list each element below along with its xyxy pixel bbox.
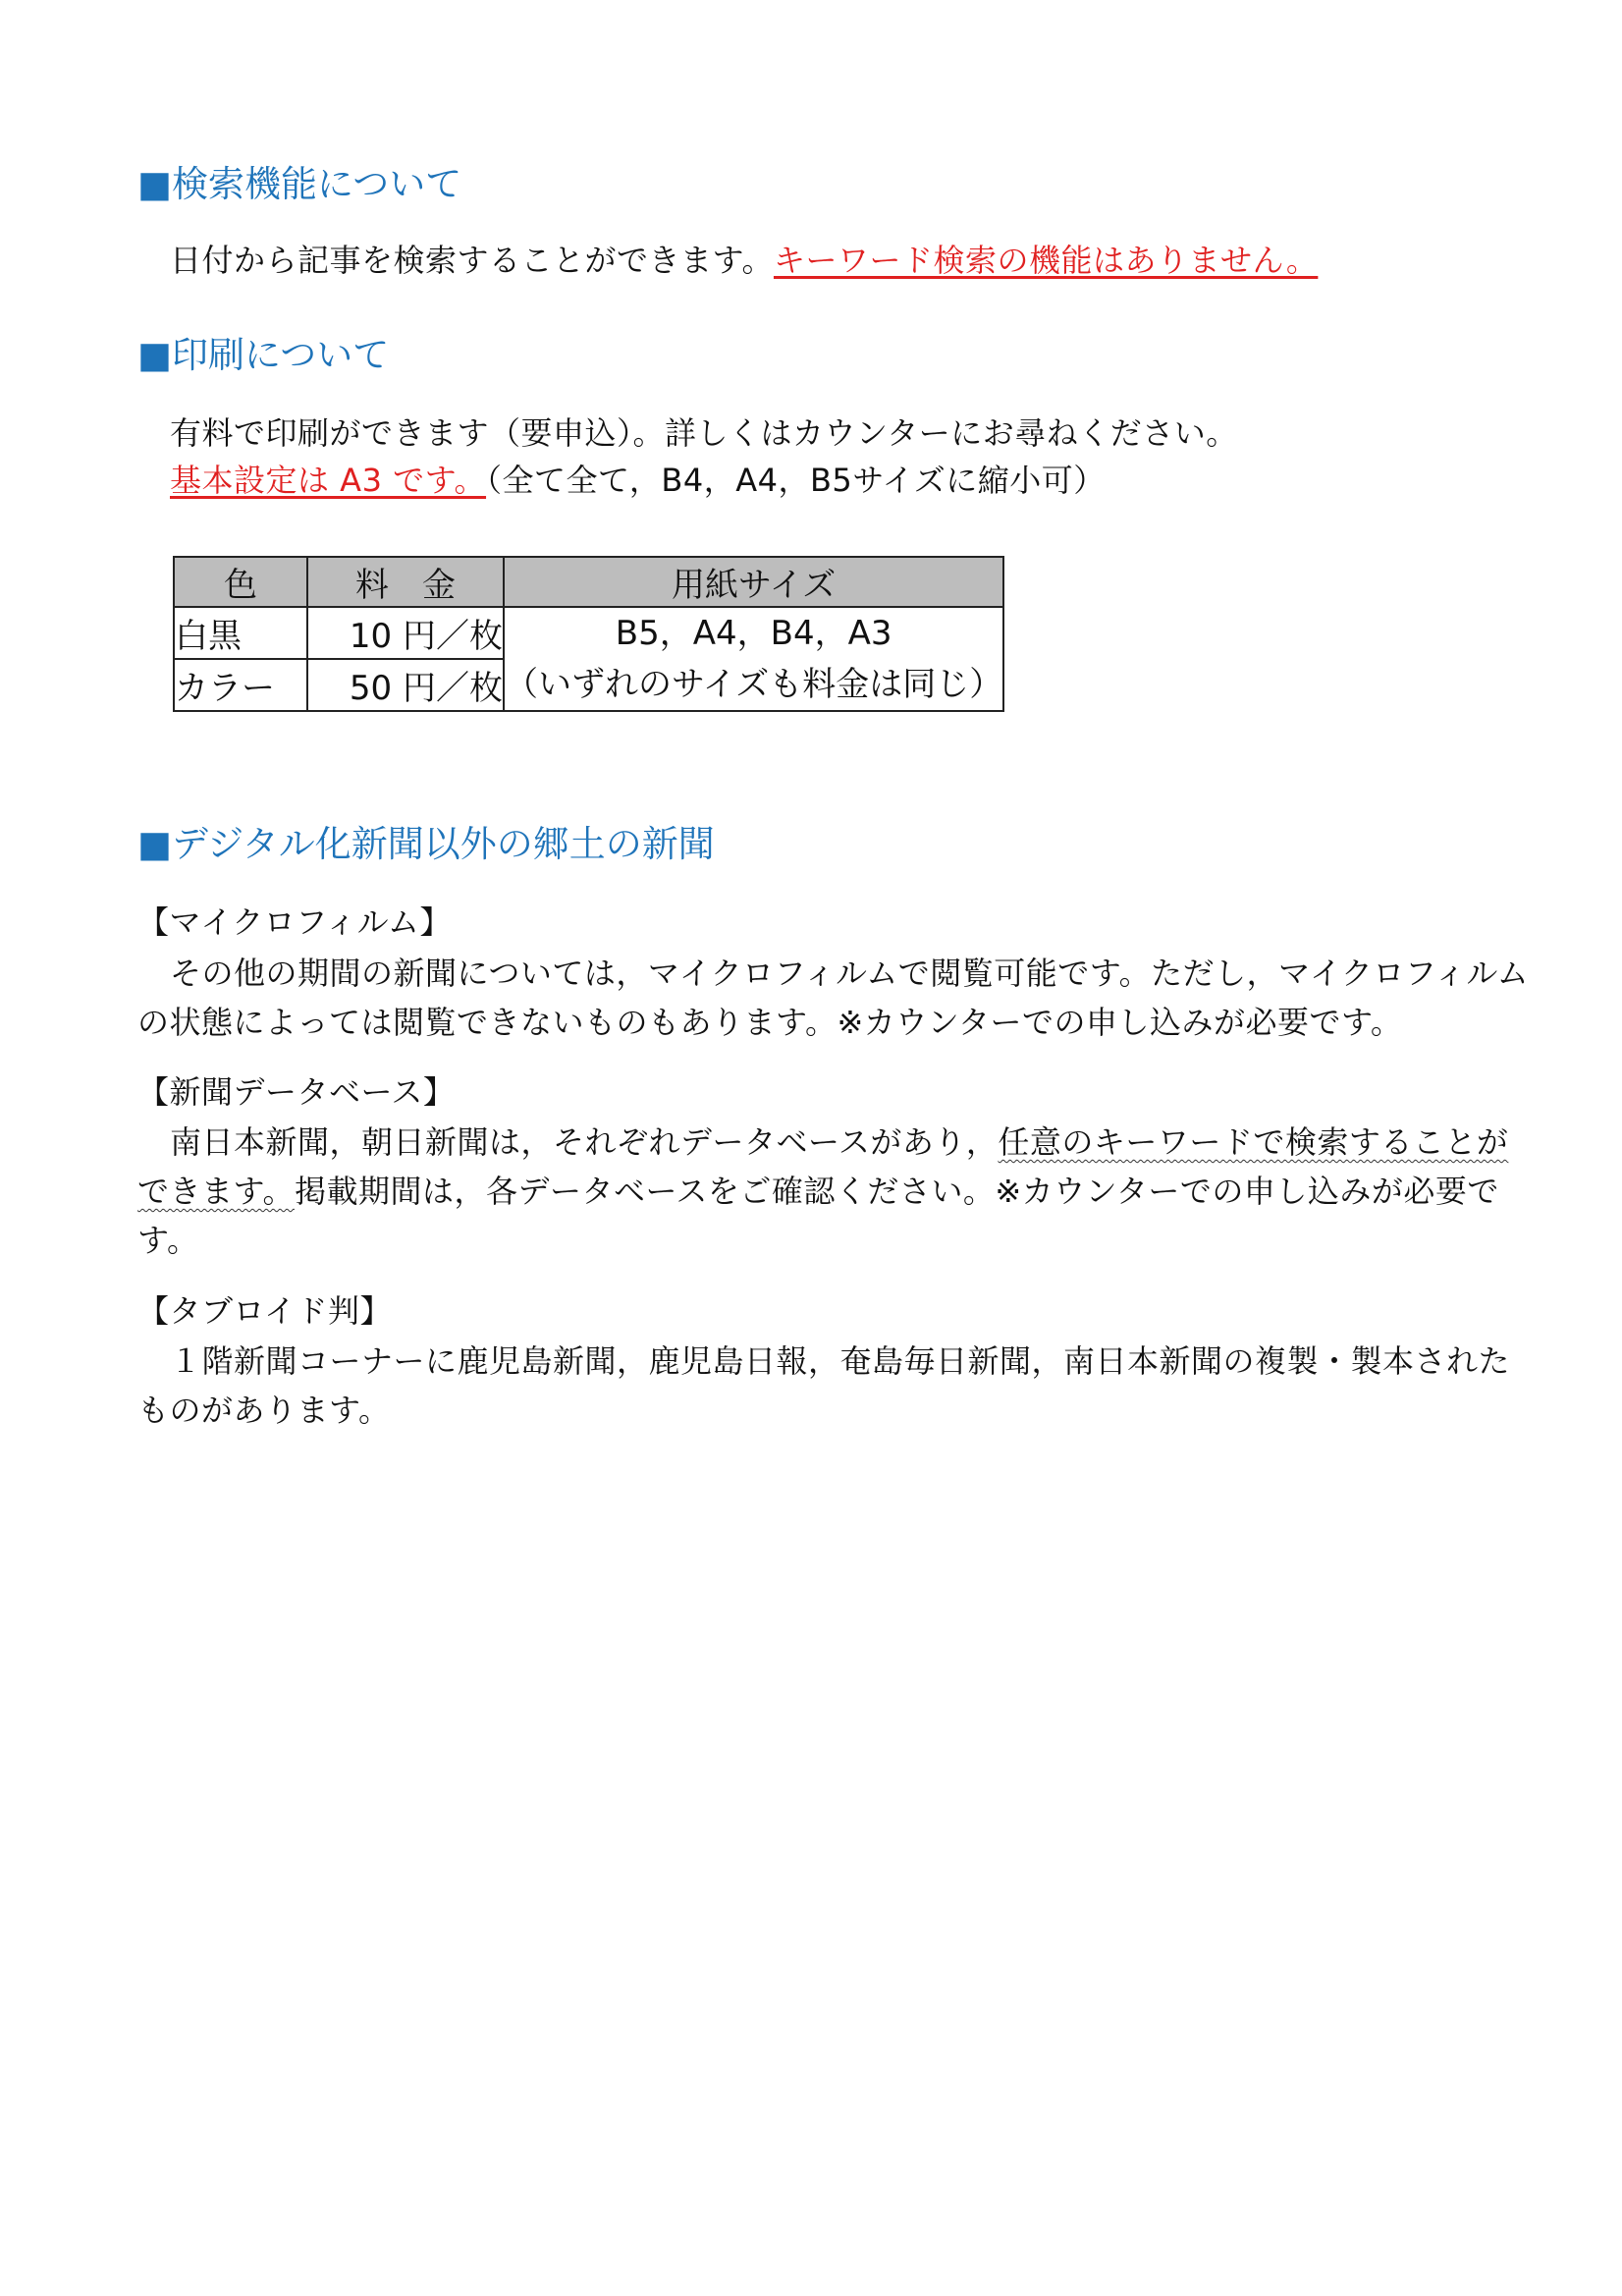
paper-sizes-note: （いずれのサイズも料金は同じ） [505,665,1003,704]
row-price: 50 円／枚 [307,659,504,711]
print-reduction-note: （全て全て，B4，A4，B5サイズに縮小可） [486,462,1106,499]
database-title: 【新聞データベース】 [137,1073,456,1111]
print-price-table [173,556,1004,712]
search-description: 日付から記事を検索することができます。 [170,242,774,279]
database-line-2-rest: 掲載期間は，各データベースをご確認ください。※カウンターでの申し込みが必要で [294,1173,1499,1210]
database-keyword-note: 任意のキーワードで検索することが [998,1123,1509,1161]
header-price: 料 金 [307,557,504,607]
microfilm-title: 【マイクロフィルム】 [137,903,452,941]
print-heading: ■印刷について [137,334,390,376]
header-color: 色 [174,557,307,607]
search-warning: キーワード検索の機能はありません。 [773,242,1319,279]
search-heading: ■検索機能について [137,163,462,205]
table-header-row [174,557,1003,607]
row-color: 白黒 [174,607,307,659]
microfilm-line-2: の状態によっては閲覧できないものもあります。※カウンターでの申し込みが必要です。 [137,1004,1403,1041]
tabloid-line-1: １階新聞コーナーに鹿児島新聞，鹿児島日報，奄島毎日新聞，南日本新聞の複製・製本された [170,1342,1511,1380]
microfilm-line-1: その他の期間の新聞については，マイクロフィルムで閲覧可能です。ただし，マイクロフィルム [170,955,1530,992]
database-line-1 [170,1123,1508,1161]
row-color: カラー [174,659,307,711]
tabloid-title: 【タブロイド判】 [137,1292,393,1330]
paper-sizes: B5，A4，B4，A3 [615,614,892,653]
paper-sizes-cell [504,607,1003,711]
database-line-3: す。 [137,1222,199,1259]
table-row [174,607,1003,659]
local-newspapers-heading: ■デジタル化新聞以外の郷土の新聞 [137,823,715,865]
database-line-1-start: 南日本新聞，朝日新聞は，それぞれデータベースがあり， [170,1123,999,1161]
database-keyword-note-end: できます。 [137,1173,295,1210]
database-line-2 [137,1173,1499,1210]
tabloid-line-2: ものがあります。 [137,1392,391,1429]
row-price: 10 円／枚 [307,607,504,659]
search-text [170,242,1318,279]
print-line-2 [170,462,1106,499]
print-line-1: 有料で印刷ができます（要申込）。詳しくはカウンターにお尋ねください。 [170,414,1238,452]
print-default-note: 基本設定は A3 です。 [170,462,487,499]
header-paper-size: 用紙サイズ [504,557,1003,607]
